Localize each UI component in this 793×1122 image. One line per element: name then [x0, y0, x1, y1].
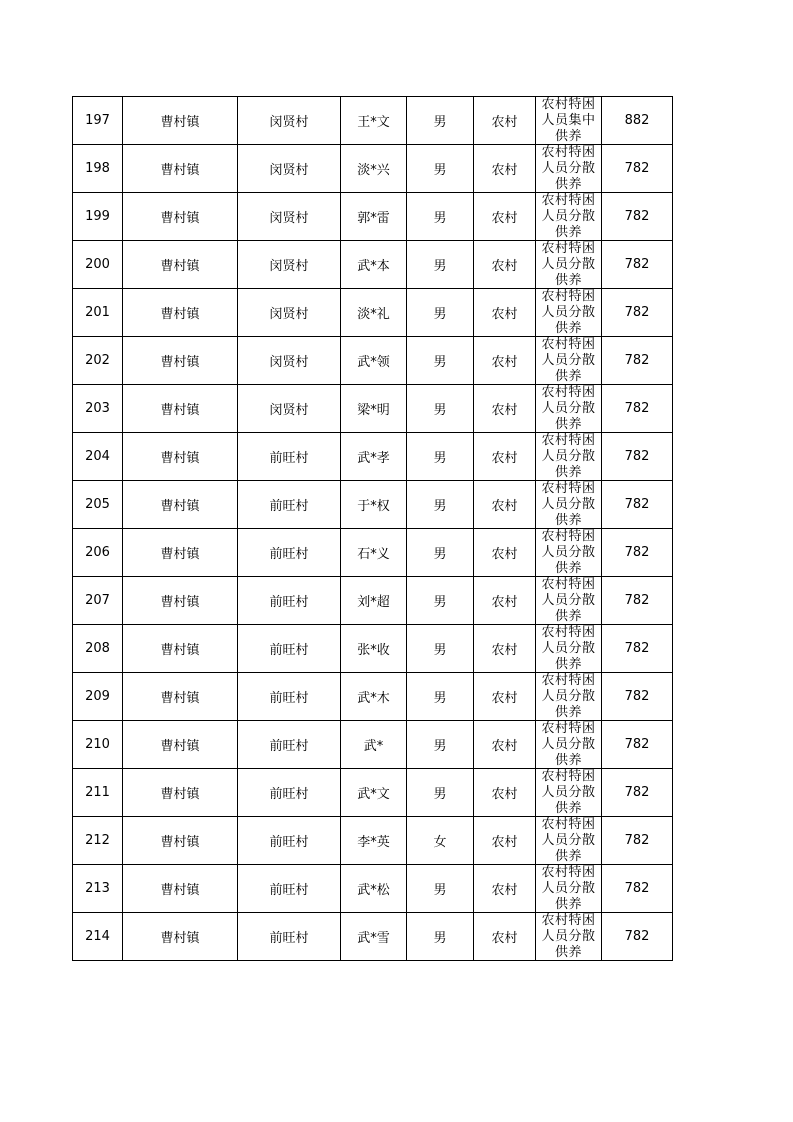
cell-village: 前旺村 [238, 721, 341, 769]
category-text: 农村特困人员分散供养 [541, 529, 596, 576]
cell-area: 农村 [474, 289, 536, 337]
cell-category [536, 625, 602, 673]
cell-amount: 782 [602, 337, 673, 385]
category-text: 农村特困人员分散供养 [541, 865, 596, 912]
table-row [73, 337, 673, 385]
category-text: 农村特困人员分散供养 [541, 673, 596, 720]
cell-area: 农村 [474, 481, 536, 529]
cell-town: 曹村镇 [123, 385, 238, 433]
cell-category [536, 769, 602, 817]
cell-gender: 男 [407, 337, 474, 385]
category-text: 农村特困人员分散供养 [541, 721, 596, 768]
table-row [73, 241, 673, 289]
table-row [73, 913, 673, 961]
cell-name: 武*本 [341, 241, 407, 289]
category-text: 农村特困人员分散供养 [541, 817, 596, 864]
cell-area: 农村 [474, 385, 536, 433]
cell-number: 208 [73, 625, 123, 673]
cell-number: 205 [73, 481, 123, 529]
cell-town: 曹村镇 [123, 97, 238, 145]
cell-town: 曹村镇 [123, 193, 238, 241]
cell-village: 闵贤村 [238, 241, 341, 289]
cell-number: 201 [73, 289, 123, 337]
cell-gender: 男 [407, 289, 474, 337]
cell-village: 前旺村 [238, 673, 341, 721]
cell-amount: 882 [602, 97, 673, 145]
cell-name: 淡*兴 [341, 145, 407, 193]
table-row [73, 577, 673, 625]
table-row [73, 721, 673, 769]
cell-category [536, 913, 602, 961]
cell-number: 214 [73, 913, 123, 961]
cell-town: 曹村镇 [123, 289, 238, 337]
cell-area: 农村 [474, 769, 536, 817]
table-row [73, 145, 673, 193]
cell-amount: 782 [602, 193, 673, 241]
cell-category [536, 433, 602, 481]
table-row [73, 385, 673, 433]
cell-amount: 782 [602, 769, 673, 817]
cell-name: 石*义 [341, 529, 407, 577]
cell-amount: 782 [602, 529, 673, 577]
cell-area: 农村 [474, 625, 536, 673]
category-text: 农村特困人员集中供养 [541, 97, 596, 144]
table-row [73, 625, 673, 673]
cell-name: 武* [341, 721, 407, 769]
cell-amount: 782 [602, 241, 673, 289]
cell-area: 农村 [474, 577, 536, 625]
cell-area: 农村 [474, 529, 536, 577]
cell-gender: 男 [407, 529, 474, 577]
cell-name: 武*雪 [341, 913, 407, 961]
cell-amount: 782 [602, 145, 673, 193]
cell-town: 曹村镇 [123, 337, 238, 385]
cell-gender: 男 [407, 625, 474, 673]
cell-number: 204 [73, 433, 123, 481]
category-text: 农村特困人员分散供养 [541, 337, 596, 384]
cell-name: 李*英 [341, 817, 407, 865]
cell-village: 前旺村 [238, 529, 341, 577]
cell-village: 前旺村 [238, 769, 341, 817]
table-row [73, 289, 673, 337]
cell-village: 闵贤村 [238, 97, 341, 145]
cell-area: 农村 [474, 337, 536, 385]
cell-number: 210 [73, 721, 123, 769]
cell-gender: 男 [407, 913, 474, 961]
cell-category [536, 385, 602, 433]
cell-village: 前旺村 [238, 481, 341, 529]
cell-amount: 782 [602, 673, 673, 721]
cell-amount: 782 [602, 913, 673, 961]
category-text: 农村特困人员分散供养 [541, 577, 596, 624]
cell-area: 农村 [474, 673, 536, 721]
cell-gender: 男 [407, 577, 474, 625]
cell-gender: 男 [407, 433, 474, 481]
table-body [73, 97, 673, 961]
cell-town: 曹村镇 [123, 673, 238, 721]
cell-name: 郭*雷 [341, 193, 407, 241]
cell-village: 前旺村 [238, 577, 341, 625]
category-text: 农村特困人员分散供养 [541, 913, 596, 960]
table-row [73, 769, 673, 817]
cell-number: 197 [73, 97, 123, 145]
cell-gender: 男 [407, 145, 474, 193]
cell-village: 闵贤村 [238, 193, 341, 241]
cell-name: 武*木 [341, 673, 407, 721]
cell-village: 前旺村 [238, 625, 341, 673]
cell-name: 张*收 [341, 625, 407, 673]
table-row [73, 817, 673, 865]
cell-number: 207 [73, 577, 123, 625]
table-row [73, 529, 673, 577]
category-text: 农村特困人员分散供养 [541, 433, 596, 480]
cell-category [536, 817, 602, 865]
cell-number: 212 [73, 817, 123, 865]
category-text: 农村特困人员分散供养 [541, 145, 596, 192]
cell-amount: 782 [602, 817, 673, 865]
cell-town: 曹村镇 [123, 529, 238, 577]
cell-village: 闵贤村 [238, 289, 341, 337]
cell-town: 曹村镇 [123, 721, 238, 769]
cell-amount: 782 [602, 721, 673, 769]
cell-name: 梁*明 [341, 385, 407, 433]
cell-category [536, 337, 602, 385]
cell-town: 曹村镇 [123, 865, 238, 913]
cell-name: 淡*礼 [341, 289, 407, 337]
cell-category [536, 241, 602, 289]
cell-amount: 782 [602, 481, 673, 529]
cell-village: 闵贤村 [238, 145, 341, 193]
cell-category [536, 865, 602, 913]
cell-village: 闵贤村 [238, 385, 341, 433]
table-row [73, 433, 673, 481]
cell-village: 前旺村 [238, 913, 341, 961]
cell-name: 刘*超 [341, 577, 407, 625]
cell-amount: 782 [602, 865, 673, 913]
cell-gender: 男 [407, 97, 474, 145]
cell-area: 农村 [474, 433, 536, 481]
cell-gender: 男 [407, 193, 474, 241]
cell-town: 曹村镇 [123, 769, 238, 817]
cell-village: 前旺村 [238, 433, 341, 481]
cell-number: 213 [73, 865, 123, 913]
cell-gender: 男 [407, 769, 474, 817]
cell-area: 农村 [474, 721, 536, 769]
table-row [73, 865, 673, 913]
cell-village: 前旺村 [238, 865, 341, 913]
cell-number: 203 [73, 385, 123, 433]
cell-name: 武*领 [341, 337, 407, 385]
category-text: 农村特困人员分散供养 [541, 241, 596, 288]
category-text: 农村特困人员分散供养 [541, 769, 596, 816]
cell-town: 曹村镇 [123, 913, 238, 961]
category-text: 农村特困人员分散供养 [541, 625, 596, 672]
cell-amount: 782 [602, 433, 673, 481]
cell-category [536, 721, 602, 769]
cell-category [536, 673, 602, 721]
table-row [73, 97, 673, 145]
cell-gender: 女 [407, 817, 474, 865]
cell-category [536, 145, 602, 193]
cell-number: 199 [73, 193, 123, 241]
cell-name: 武*文 [341, 769, 407, 817]
cell-number: 211 [73, 769, 123, 817]
table-row [73, 673, 673, 721]
cell-name: 王*文 [341, 97, 407, 145]
cell-area: 农村 [474, 817, 536, 865]
cell-amount: 782 [602, 577, 673, 625]
category-text: 农村特困人员分散供养 [541, 193, 596, 240]
table-row [73, 193, 673, 241]
cell-town: 曹村镇 [123, 433, 238, 481]
cell-amount: 782 [602, 625, 673, 673]
cell-number: 202 [73, 337, 123, 385]
cell-town: 曹村镇 [123, 481, 238, 529]
cell-category [536, 481, 602, 529]
cell-category [536, 529, 602, 577]
cell-name: 于*权 [341, 481, 407, 529]
cell-name: 武*孝 [341, 433, 407, 481]
recipient-table [72, 96, 673, 961]
table-row [73, 481, 673, 529]
cell-number: 200 [73, 241, 123, 289]
cell-town: 曹村镇 [123, 577, 238, 625]
cell-area: 农村 [474, 145, 536, 193]
cell-amount: 782 [602, 289, 673, 337]
cell-number: 206 [73, 529, 123, 577]
cell-category [536, 193, 602, 241]
cell-village: 前旺村 [238, 817, 341, 865]
cell-gender: 男 [407, 865, 474, 913]
category-text: 农村特困人员分散供养 [541, 385, 596, 432]
cell-gender: 男 [407, 385, 474, 433]
cell-area: 农村 [474, 865, 536, 913]
cell-town: 曹村镇 [123, 241, 238, 289]
cell-village: 闵贤村 [238, 337, 341, 385]
cell-gender: 男 [407, 673, 474, 721]
cell-area: 农村 [474, 241, 536, 289]
cell-number: 209 [73, 673, 123, 721]
cell-gender: 男 [407, 481, 474, 529]
cell-area: 农村 [474, 97, 536, 145]
cell-area: 农村 [474, 913, 536, 961]
cell-town: 曹村镇 [123, 817, 238, 865]
cell-gender: 男 [407, 241, 474, 289]
cell-category [536, 97, 602, 145]
cell-town: 曹村镇 [123, 145, 238, 193]
cell-area: 农村 [474, 193, 536, 241]
cell-town: 曹村镇 [123, 625, 238, 673]
cell-gender: 男 [407, 721, 474, 769]
category-text: 农村特困人员分散供养 [541, 481, 596, 528]
cell-category [536, 289, 602, 337]
category-text: 农村特困人员分散供养 [541, 289, 596, 336]
cell-number: 198 [73, 145, 123, 193]
cell-category [536, 577, 602, 625]
cell-amount: 782 [602, 385, 673, 433]
cell-name: 武*松 [341, 865, 407, 913]
